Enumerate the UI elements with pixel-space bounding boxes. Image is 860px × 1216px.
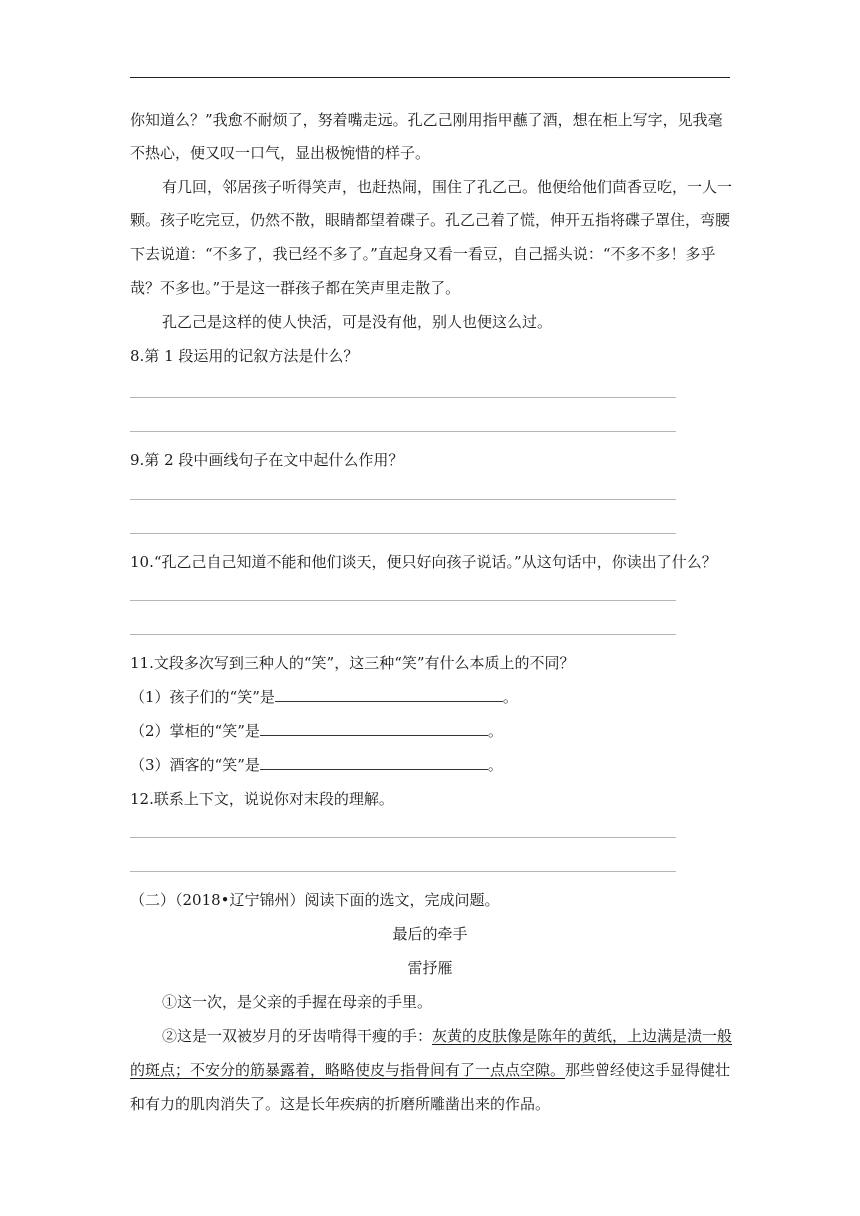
article-author: 雷抒雁 — [407, 959, 453, 977]
answer-line[interactable] — [130, 397, 676, 398]
header-rule — [130, 77, 730, 78]
fill-blank[interactable] — [260, 755, 488, 770]
section-intro: （二）（2018•辽宁锦州）阅读下面的选文，完成问题。 — [130, 891, 500, 909]
answer-line[interactable] — [130, 871, 676, 872]
question-9: 9.第 2 段中画线句子在文中起什么作用？ — [130, 451, 404, 469]
passage-line: 下去说道：“不多了，我已经不多了。”直起身又看一看豆，自己摇头说：“不多不多！多乎 — [130, 245, 716, 263]
answer-line[interactable] — [130, 837, 676, 838]
question-10: 10.“孔乙己自己知道不能和他们谈天，便只好向孩子说话。”从这句话中，你读出了什么？ — [130, 553, 717, 571]
question-11-part-1: （1）孩子们的“笑”是 。 — [130, 688, 518, 706]
answer-line[interactable] — [130, 600, 676, 601]
underlined-sentence: 灰黄的皮肤像是陈年的黄纸，上边满是渍一般 — [432, 1027, 733, 1045]
answer-line[interactable] — [130, 431, 676, 432]
article-paragraph-1: ①这一次，是父亲的手握在母亲的手里。 — [162, 993, 433, 1011]
question-8: 8.第 1 段运用的记叙方法是什么？ — [130, 347, 359, 365]
article-paragraph-2-line-1: ②这是一双被岁月的牙齿啃得干瘦的手：灰黄的皮肤像是陈年的黄纸，上边满是渍一般 — [162, 1027, 733, 1045]
article-title: 最后的牵手 — [392, 925, 468, 943]
underlined-sentence: 的斑点；不安分的筋暴露着，略略使皮与指骨间有了一点点空隙。 — [130, 1061, 566, 1079]
passage-line: 孔乙己是这样的使人快活，可是没有他，别人也便这么过。 — [162, 313, 553, 331]
question-11: 11.文段多次写到三种人的“笑”，这三种“笑”有什么本质上的不同？ — [130, 654, 575, 672]
passage-line: 有几回，邻居孩子听得笑声，也赶热闹，围住了孔乙己。他便给他们茴香豆吃，一人一 — [162, 178, 733, 196]
question-11-part-2: （2）掌柜的“笑”是 。 — [130, 722, 503, 740]
fill-blank[interactable] — [275, 687, 503, 702]
question-11-part-3: （3）酒客的“笑”是 。 — [130, 756, 503, 774]
part-label: （2）掌柜的“笑”是 — [130, 722, 260, 740]
passage-line: 不热心，便又叹一口气，显出极惋惜的样子。 — [130, 144, 431, 162]
passage-line: 你知道么？”我愈不耐烦了，努着嘴走远。孔乙己刚用指甲蘸了酒，想在柜上写字，见我毫 — [130, 111, 723, 129]
passage-line: 颗。孩子吃完豆，仍然不散，眼睛都望着碟子。孔乙己着了慌，伸开五指将碟子罩住，弯腰 — [130, 211, 731, 229]
article-paragraph-2-line-2: 的斑点；不安分的筋暴露着，略略使皮与指骨间有了一点点空隙。那些曾经使这手显得健壮 — [130, 1061, 731, 1079]
part-label: （3）酒客的“笑”是 — [130, 756, 260, 774]
fill-blank[interactable] — [260, 721, 488, 736]
article-paragraph-2-line-3: 和有力的肌肉消失了。这是长年疾病的折磨所雕凿出来的作品。 — [130, 1095, 551, 1113]
part-label: （1）孩子们的“笑”是 — [130, 688, 275, 706]
passage-line: 哉？不多也。”于是这一群孩子都在笑声里走散了。 — [130, 279, 461, 297]
answer-line[interactable] — [130, 634, 676, 635]
question-12: 12.联系上下文，说说你对末段的理解。 — [130, 790, 394, 808]
answer-line[interactable] — [130, 533, 676, 534]
answer-line[interactable] — [130, 499, 676, 500]
